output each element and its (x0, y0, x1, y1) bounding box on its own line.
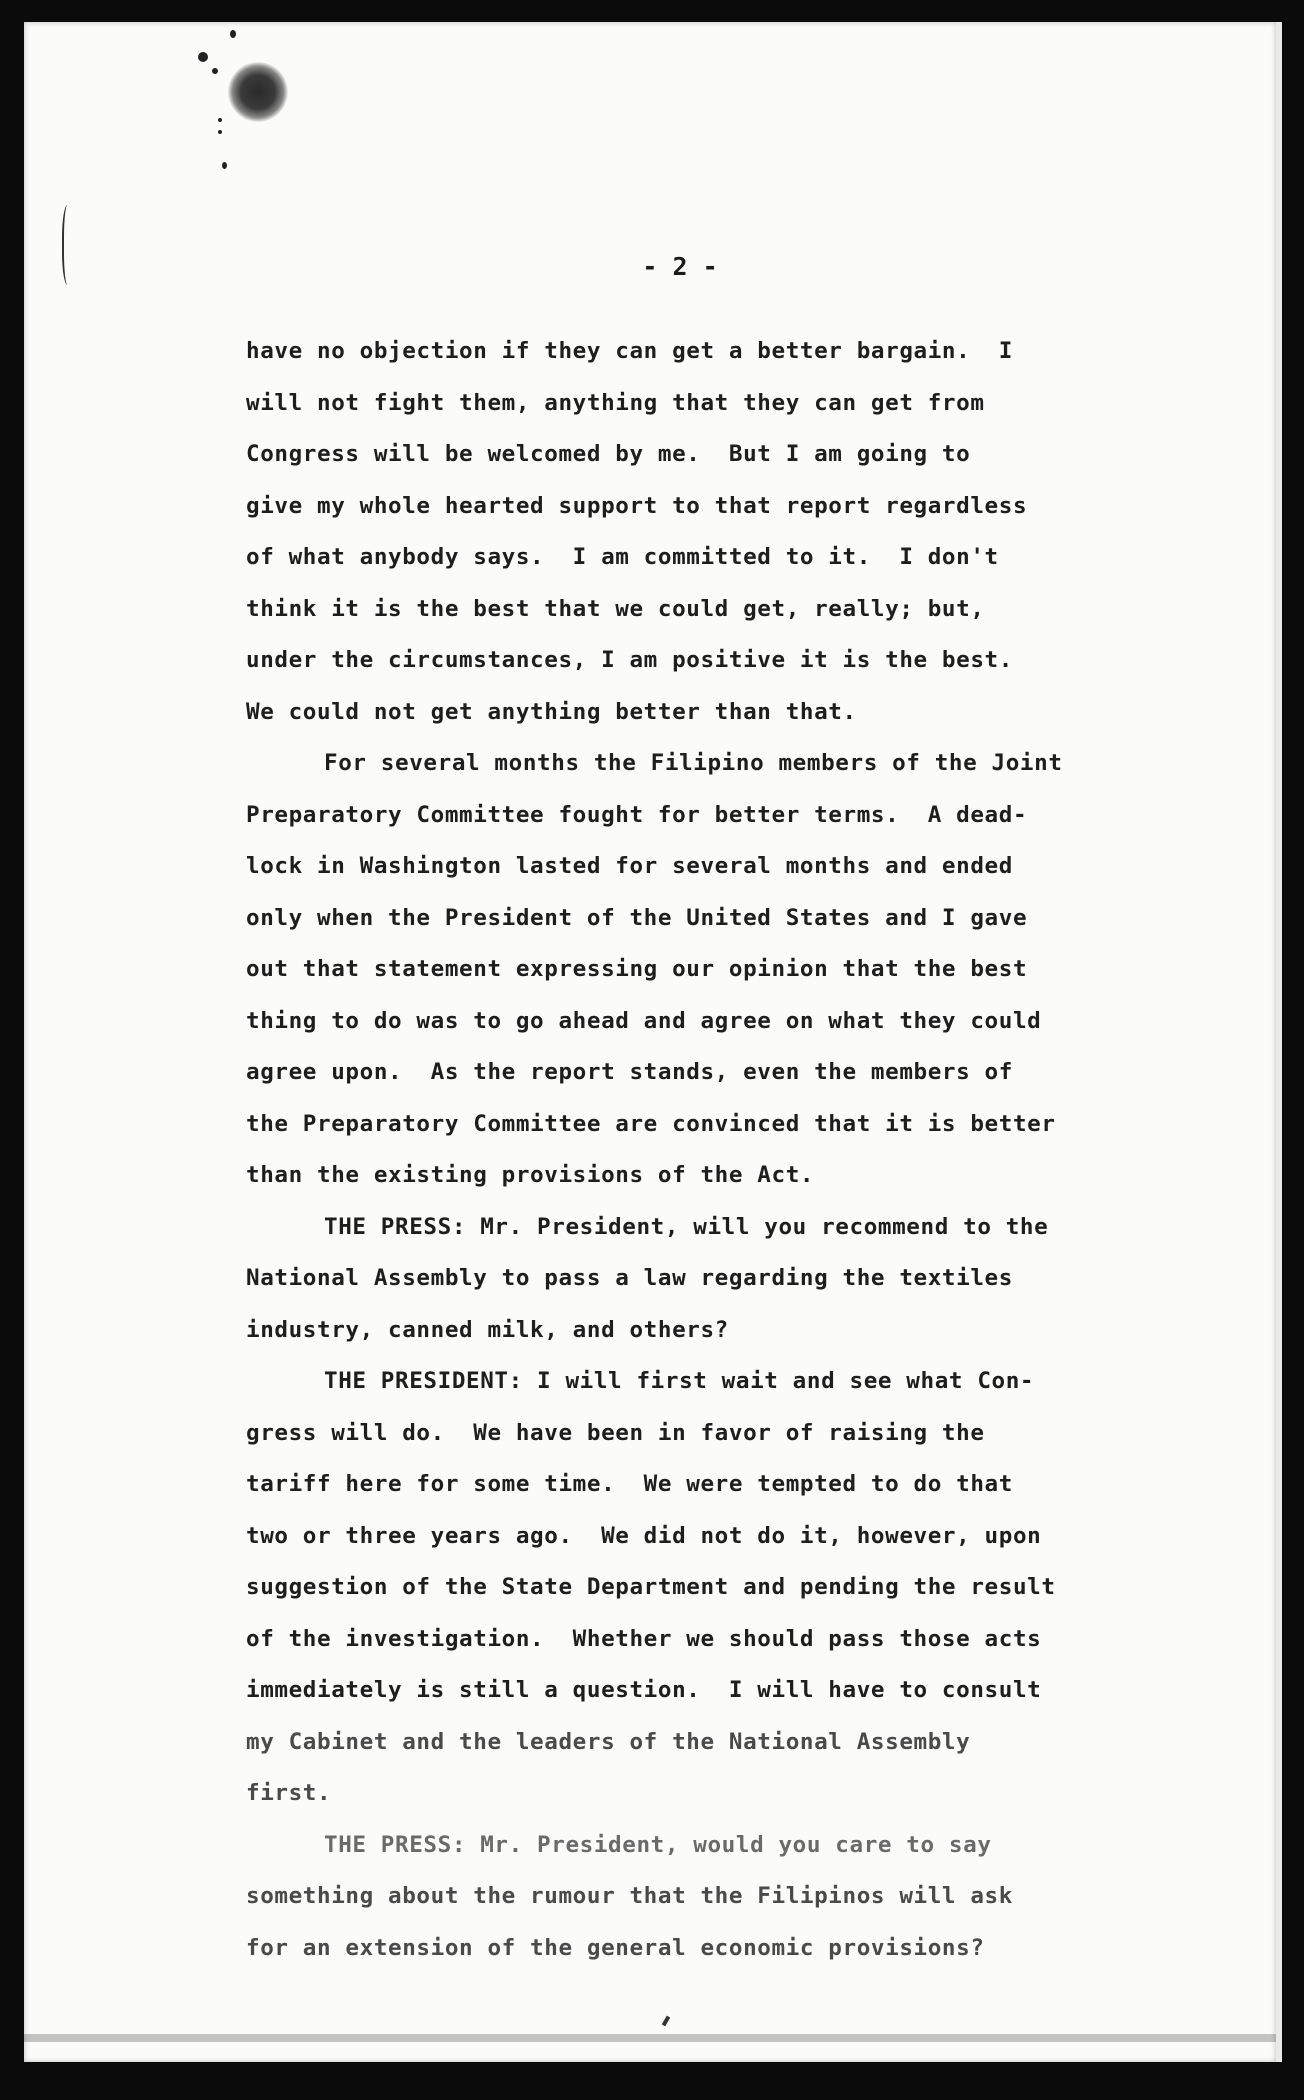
text-line: than the existing provisions of the Act. (246, 1162, 815, 1188)
text-line: of the investigation. Whether we should pass those acts (246, 1625, 1042, 1652)
text-line: give my whole hearted support to that report regardless (246, 492, 1028, 519)
page-number: - 2 - (642, 252, 718, 281)
text-line: suggestion of the State Department and pending the result (246, 1574, 1056, 1600)
text-line: for an extension of the general economic provisions? (246, 1934, 985, 1961)
text-line: immediately is still a question. I will have to consult (246, 1677, 1042, 1703)
text-line: two or three years ago. We did not do it, however, upon (246, 1522, 1042, 1549)
text-line: only when the President of the United States and I gave (246, 904, 1028, 931)
text-line: industry, canned milk, and others? (246, 1316, 729, 1343)
ink-blot (228, 62, 288, 122)
ink-speck (212, 68, 218, 74)
text-line: of what anybody says. I am committed to it. I don't (246, 544, 999, 570)
text-line: my Cabinet and the leaders of the National Assembly (246, 1728, 971, 1755)
page-edge (1276, 22, 1282, 2062)
paragraph-first-line: THE PRESS: Mr. President, would you care to say (324, 1831, 992, 1858)
text-line: gress will do. We have been in favor of raising the (246, 1419, 985, 1446)
text-line: Congress will be welcomed by me. But I am going to (246, 441, 971, 467)
text-line: We could not get anything better than that. (246, 698, 857, 725)
text-line: the Preparatory Committee are convinced that it is better (246, 1110, 1056, 1137)
text-line: agree upon. As the report stands, even the members of (246, 1059, 1013, 1085)
page-bottom-shadow (24, 2034, 1276, 2042)
ink-speck (218, 130, 222, 134)
text-line: out that statement expressing our opinion that the best (246, 956, 1028, 982)
paragraph-first-line: THE PRESIDENT: I will first wait and see what Con- (324, 1368, 1035, 1394)
paragraph-first-line: For several months the Filipino members of the Joint (324, 750, 1063, 776)
text-line: thing to do was to go ahead and agree on what they could (246, 1007, 1042, 1034)
text-line: think it is the best that we could get, really; but, (246, 595, 985, 622)
text-line: National Assembly to pass a law regarding the textiles (246, 1265, 1013, 1291)
text-line: will not fight them, anything that they can get from (246, 389, 985, 416)
text-line: something about the rumour that the Filipinos will ask (246, 1883, 1013, 1909)
text-line: Preparatory Committee fought for better terms. A dead- (246, 801, 1028, 828)
ink-speck (230, 30, 236, 38)
paragraph-first-line: THE PRESS: Mr. President, will you recommend to the (324, 1213, 1049, 1240)
text-line: tariff here for some time. We were tempted to do that (246, 1471, 1013, 1497)
text-line: under the circumstances, I am positive it is the best. (246, 647, 1013, 673)
text-line: have no objection if they can get a better bargain. I (246, 338, 1013, 364)
ink-speck (222, 162, 227, 169)
typewritten-text (246, 326, 1146, 1974)
ink-speck (218, 118, 222, 122)
text-line: lock in Washington lasted for several months and ended (246, 853, 1013, 879)
ink-speck (198, 52, 208, 62)
margin-pencil-mark (62, 205, 76, 285)
text-line: first. (246, 1780, 332, 1806)
